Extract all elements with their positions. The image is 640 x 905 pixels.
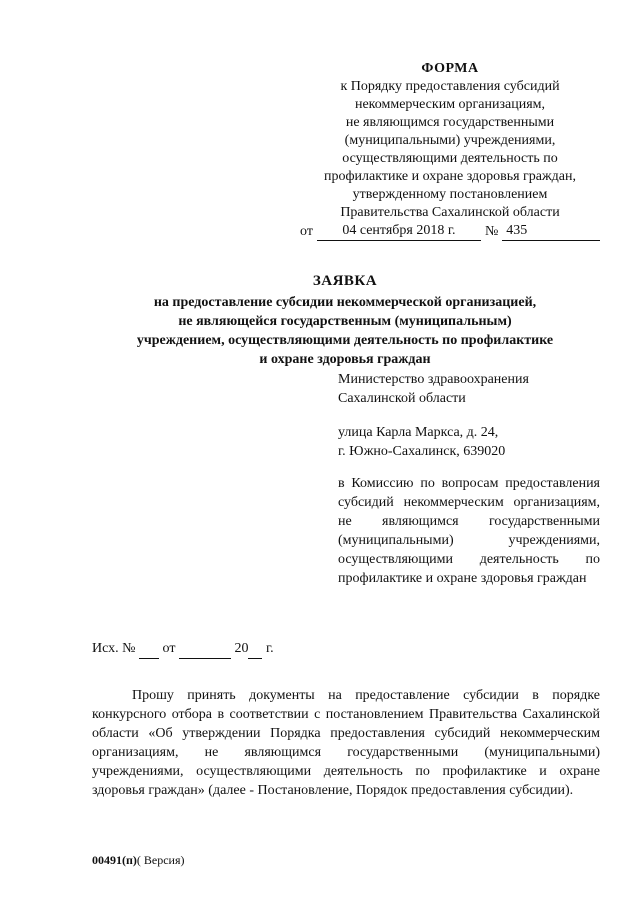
document-footer bbox=[92, 852, 185, 868]
number-value: 435 bbox=[502, 222, 600, 241]
ref-date-blank bbox=[179, 640, 231, 659]
header-line: (муниципальными) учреждениями, bbox=[344, 133, 556, 148]
header-line: осуществляющими деятельность по bbox=[342, 151, 558, 166]
title-line: не являющейся государственным (муниципальным) bbox=[178, 314, 512, 329]
addressee-ministry bbox=[338, 370, 600, 408]
ref-year-prefix: 20 bbox=[234, 641, 249, 656]
header-line: профилактике и охране здоровья граждан, bbox=[323, 169, 576, 184]
title-line: учреждением, осуществляющими деятельность по профилактике bbox=[136, 333, 554, 348]
title-line: на предоставление субсидии некоммерческой организацией, bbox=[153, 295, 537, 310]
address-line: г. Южно-Сахалинск, 639020 bbox=[338, 444, 506, 459]
ref-number-blank bbox=[139, 640, 159, 659]
date-number-line bbox=[300, 222, 600, 241]
doc-version: ( Версия) bbox=[136, 853, 185, 867]
addressee-address bbox=[338, 423, 600, 461]
ref-year-blank bbox=[248, 640, 262, 659]
title-line: и охране здоровья граждан bbox=[259, 352, 431, 367]
header-line: утвержденному постановлением bbox=[352, 187, 548, 202]
ref-year-suffix: г. bbox=[265, 641, 274, 656]
form-header bbox=[300, 60, 600, 241]
date-value: 04 сентября 2018 г. bbox=[317, 222, 481, 241]
document-title bbox=[90, 272, 600, 369]
header-line: Правительства Сахалинской области bbox=[340, 205, 560, 220]
from-label: от bbox=[300, 224, 313, 239]
form-title: ФОРМА bbox=[421, 61, 479, 76]
request-paragraph: Прошу принять документы на предоставление субсидии в порядке конкурсного отбора в соответствии с постановлением Правительства Сахалинской области «Об утверждении Порядка предоставления субсидий некоммерческим организациям, не являющимся государственными (муниципальными) учреждениями, осуществляющими деятельность по профилактике и охране здоровья граждан» (далее - Постановление, Порядок предоставления субсидии). bbox=[92, 688, 600, 798]
header-line: не являющимся государственными bbox=[345, 115, 555, 130]
outgoing-reference bbox=[92, 640, 274, 659]
ministry-line: Сахалинской области bbox=[338, 391, 466, 406]
ministry-line: Министерство здравоохранения bbox=[338, 372, 529, 387]
number-label: № bbox=[484, 224, 499, 239]
header-line: некоммерческим организациям, bbox=[354, 97, 546, 112]
title-main: ЗАЯВКА bbox=[312, 273, 378, 289]
ref-prefix: Исх. № bbox=[92, 641, 136, 656]
addressee-commission: в Комиссию по вопросам предоставления субсидий некоммерческим организациям, не являющимся государственными (муниципальными) учреждениями, осуществляющими деятельность по профилактике и охране здоровья граждан bbox=[338, 476, 600, 586]
address-line: улица Карла Маркса, д. 24, bbox=[338, 425, 499, 440]
ref-from: от bbox=[162, 641, 176, 656]
doc-code: 00491(п) bbox=[92, 853, 137, 867]
header-line: к Порядку предоставления субсидий bbox=[340, 79, 560, 94]
